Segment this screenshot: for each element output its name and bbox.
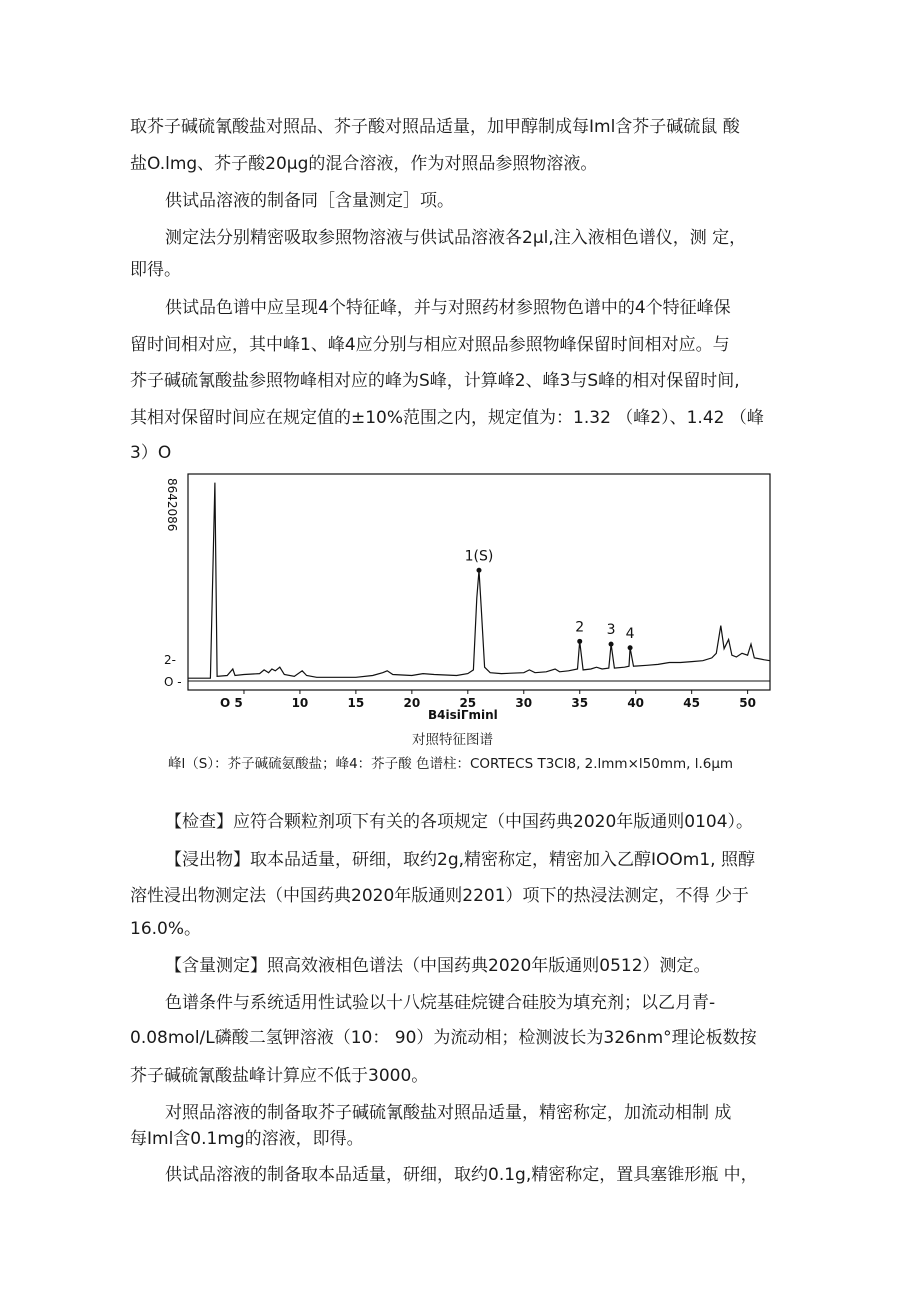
paragraph-line: 其相对保留时间应在规定值的±10%范围之内，规定值为：1.32 （峰2）、1.42 （峰 [130,408,764,428]
paragraph-line: 留时间相对应，其中峰1、峰4应分别与相应对照品参照物峰保留时间相对应。与 [130,335,730,355]
y-axis-vertical-label: 8642086 [165,478,179,532]
figure-caption: 峰l（S）：芥子碱硫氨酸盐；峰4：芥子酸 色谱柱：CORTECS T3Cl8, 2.lmm×l50mm, l.6μm [168,756,734,772]
figure-title: 对照特征图谱 [412,732,493,748]
chromatogram-chart [160,464,800,734]
paragraph-line: 0.08mol/L磷酸二氢钾溶液（10： 90）为流动相；检测波长为326nm°理论板数按 [130,1028,757,1048]
x-tick-label: 30 [515,696,533,710]
paragraph-line: 供试品色谱中应呈现4个特征峰，并与对照药材参照物色谱中的4个特征峰保 [165,298,731,318]
peak-label: 2 [575,619,585,636]
paragraph-line: 16.0%。 [130,919,202,939]
peak-label: 1(S) [464,548,494,565]
paragraph-line: 【含量测定】照高效液相色谱法（中国药典2020年版通则0512）测定。 [165,956,711,976]
paragraph-line: 盐O.lmg、芥子酸20μg的混合溶液，作为对照品参照物溶液。 [130,154,598,174]
paragraph-line: 供试品溶液的制备同［含量测定］项。 [165,191,454,211]
paragraph-line: 芥子碱硫氰酸盐峰计算应不低于3000。 [130,1066,429,1086]
x-tick-label: 10 [291,696,309,710]
x-tick-label: 35 [571,696,589,710]
peak-marker [628,645,633,650]
x-axis-label: B4isiΓminl [428,708,498,722]
paragraph-line: 【检查】应符合颗粒剂项下有关的各项规定（中国药典2020年版通则0104）。 [165,812,754,832]
paragraph-line: 供试品溶液的制备取本品适量，研细，取约0.1g,精密称定，置具塞锥形瓶 中， [165,1165,758,1185]
paragraph-line: 芥子碱硫氰酸盐参照物峰相对应的峰为S峰，计算峰2、峰3与S峰的相对保留时间, [130,371,740,391]
y-tick-label: O - [164,675,182,689]
peak-label: 4 [625,625,635,642]
y-tick-label: 2- [164,653,176,667]
chromatogram-trace [188,483,770,679]
paragraph-line: 即得。 [130,260,181,280]
x-tick-label: 15 [347,696,365,710]
paragraph-line: 每Iml含0.1mg的溶液，即得。 [130,1129,364,1149]
paragraph-line: 色谱条件与系统适用性试验以十八烷基硅烷键合硅胶为填充剂；以乙月青- [165,993,716,1013]
paragraph-line: 对照品溶液的制备取芥子碱硫氰酸盐对照品适量，精密称定，加流动相制 成 [165,1103,732,1123]
paragraph-line: 【浸出物】取本品适量，研细，取约2g,精密称定，精密加入乙醇IOOm1, 照醇 [165,850,755,870]
x-tick-label: 40 [627,696,645,710]
peak-marker [609,642,614,647]
paragraph-line: 3）O [130,443,172,463]
x-tick-label: O 5 [219,696,243,710]
paragraph-line: 测定法分别精密吸取参照物溶液与供试品溶液各2μl,注入液相色谱仪，测 定， [165,228,747,248]
peak-label: 3 [606,622,616,639]
peak-marker [477,568,482,573]
plot-frame [188,474,770,690]
paragraph-line: 取芥子碱硫氰酸盐对照品、芥子酸对照品适量，加甲醇制成每Iml含芥子碱硫鼠 酸 [130,117,740,137]
x-tick-label: 45 [683,696,701,710]
x-tick-label: 25 [459,696,477,710]
paragraph-line: 溶性浸出物测定法（中国药典2020年版通则2201）项下的热浸法测定，不得 少于 [130,886,749,906]
x-tick-label: 20 [403,696,421,710]
x-tick-label: 50 [739,696,756,710]
peak-marker [577,639,582,644]
